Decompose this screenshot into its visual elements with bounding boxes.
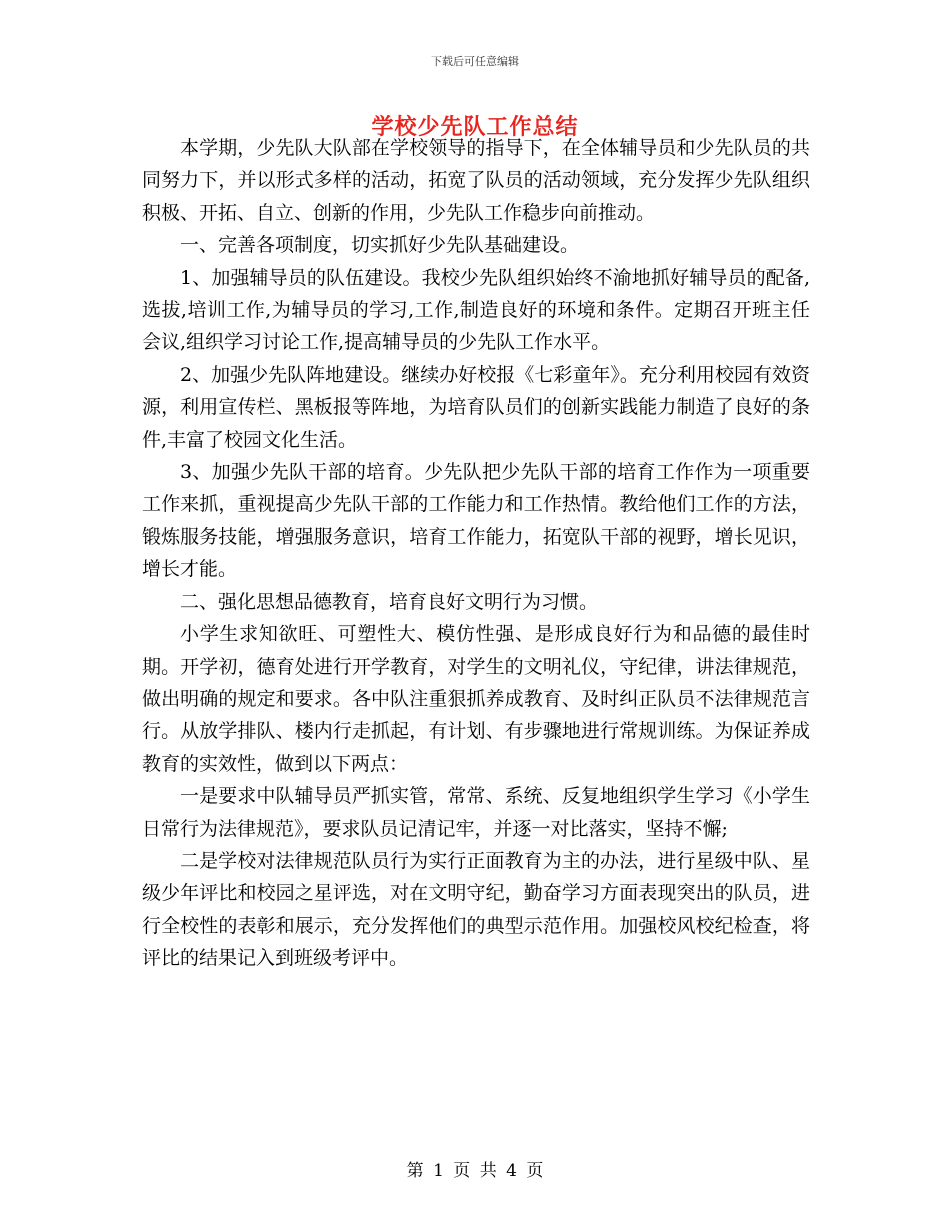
header-note: 下载后可任意编辑	[431, 55, 519, 68]
paragraph-item-1: 1、加强辅导员的队伍建设。我校少先队组织始终不渝地抓好辅导员的配备,选拔,培训工作,为辅导员的学习,工作,制造良好的环境和条件。定期召开班主任会议,组织学习讨论工作,提高辅导员的少先队工作水平。	[142, 266, 810, 354]
paragraph-intro: 本学期，少先队大队部在学校领导的指导下，在全体辅导员和少先队员的共同努力下，并以形式多样的活动，拓宽了队员的活动领域，充分发挥少先队组织积极、开拓、自立、创新的作用，少先队工作稳步向前推动。	[142, 137, 810, 224]
paragraph-point-1: 一是要求中队辅导员严抓实管，常常、系统、反复地组织学生学习《小学生日常行为法律规范》，要求队员记清记牢，并逐一对比落实，坚持不懈;	[142, 785, 810, 840]
section-heading-1: 一、完善各项制度，切实抓好少先队基础建设。	[180, 234, 580, 257]
section-heading-2: 二、强化思想品德教育，培育良好文明行为习惯。	[180, 590, 599, 613]
paragraph-item-3: 3、加强少先队干部的培育。少先队把少先队干部的培育工作作为一项重要工作来抓，重视提高少先队干部的工作能力和工作热情。教给他们工作的方法，锻炼服务技能，增强服务意识，培育工作能力，拓宽队干部的视野，增长见识，增长才能。	[142, 461, 810, 581]
paragraph-point-2: 二是学校对法律规范队员行为实行正面教育为主的办法，进行星级中队、星级少年评比和校园之星评选，对在文明守纪，勤奋学习方面表现突出的队员，进行全校性的表彰和展示，充分发挥他们的典型示范作用。加强校风校纪检查，将评比的结果记入到班级考评中。	[142, 849, 810, 970]
document-title: 学校少先队工作总结	[371, 114, 579, 140]
document-body	[142, 132, 810, 975]
paragraph-item-2: 2、加强少先队阵地建设。继续办好校报《七彩童年》。充分利用校园有效资源，利用宣传栏、黑板报等阵地，为培育队员们的创新实践能力制造了良好的条件,丰富了校园文化生活。	[142, 363, 810, 451]
paragraph-moral-education: 小学生求知欲旺、可塑性大、模仿性强、是形成良好行为和品德的最佳时期。开学初，德育处进行开学教育，对学生的文明礼仪，守纪律，讲法律规范，做出明确的规定和要求。各中队注重狠抓养成教育、及时纠正队员不法律规范言行。从放学排队、楼内行走抓起，有计划、有步骤地进行常规训练。为保证养成教育的实效性，做到以下两点：	[142, 623, 810, 775]
page-number-footer: 第 1 页 共 4 页	[406, 1161, 544, 1181]
